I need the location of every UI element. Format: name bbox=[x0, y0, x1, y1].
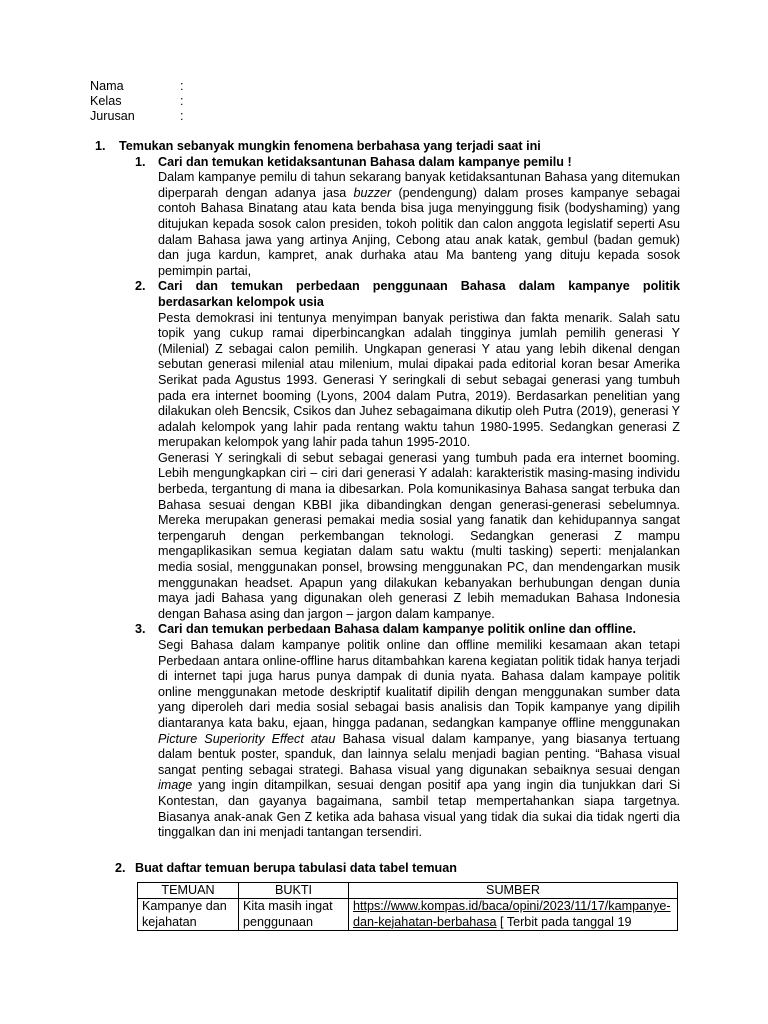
cell-bukti: Kita masih ingat penggunaan bbox=[239, 899, 349, 931]
field-separator: : bbox=[180, 109, 184, 123]
answer-paragraph: Pesta demokrasi ini tentunya menyimpan banyak peristiwa dan fakta menarik. Salah satu topik yang cukup ramai diperbincangkan adalah tingginya jumlah pemilih generasi Y (Milenial) Z sebagai calon pemilih. Ungkapan generasi Y atau yang lebih dikenal dengan sebutan generasi milenial atau milenium, mulai dipakai pada editorial koran besar Amerika Serikat pada Agustus 1993. Generasi Y seringkali di sebut sebagai generasi yang tumbuh pada era internet booming (Lyons, 2004 dalam Putra, 2019). Berdasarkan penelitian yang dilakukan oleh Bencsik, Csikos dan Juhez sebagaimana dikutip oleh Putra (2019), generasi Y adalah kelompok yang lahir pada rentang waktu tahun 1980-1995. Sedangkan generasi Z merupakan kelompok yang lahir pada tahun 1995-2010. bbox=[158, 310, 680, 450]
question-number: 2. bbox=[115, 861, 126, 875]
field-label: Kelas bbox=[90, 94, 122, 108]
identity-header bbox=[90, 79, 184, 124]
question-2 bbox=[115, 861, 457, 877]
sub-question-2 bbox=[95, 279, 680, 622]
emphasis-text: buzzer bbox=[353, 185, 392, 200]
sub-question-title: Cari dan temukan perbedaan penggunaan Bahasa dalam kampanye politik berdasarkan kelompok usia bbox=[158, 279, 680, 309]
sub-question-title: Cari dan temukan ketidaksantunan Bahasa dalam kampanye pemilu ! bbox=[158, 154, 572, 169]
field-row-kelas bbox=[90, 94, 184, 109]
sub-question-title: Cari dan temukan perbedaan Bahasa dalam kampanye politik online dan offline. bbox=[158, 622, 636, 637]
question-1-heading bbox=[95, 139, 680, 155]
cell-sumber bbox=[349, 899, 678, 931]
question-title: Buat daftar temuan berupa tabulasi data tabel temuan bbox=[135, 861, 457, 875]
answer-paragraph: Generasi Y seringkali di sebut sebagai generasi yang tumbuh pada era internet booming. Lebih mengungkapkan ciri – ciri dari generasi Y adalah: karakteristik masing-masing individu berbeda, tergantung di mana ia dibesarkan. Pola komunikasinya Bahasa sangat terbuka dan Bahasa sesuai dengan KBBI jika dibandingkan dengan generasi-generasi sebelumnya. Mereka merupakan generasi pemakai media sosial yang fanatik dan kehidupannya sangat terpengaruh dengan perkembangan teknologi. Sedangkan generasi Z mampu mengaplikasikan semua kegiatan dalam satu waktu (multi tasking) seperti: menjalankan media sosial, menggunakan ponsel, browsing menggunakan PC, dan mendengarkan musik menggunakan headset. Apapun yang dilakukan kebanyakan berhubungan dengan dunia maya jadi Bahasa yang digunakan oleh generasi Z lebih memadukan Bahasa Indonesia dengan Bahasa asing dan jargon – jargon dalam kampanye. bbox=[158, 450, 680, 621]
sub-question-1 bbox=[95, 155, 680, 280]
answer-paragraph bbox=[158, 638, 680, 841]
field-separator: : bbox=[180, 79, 184, 93]
sub-question-number: 3. bbox=[135, 622, 146, 637]
sub-question-3 bbox=[95, 622, 680, 840]
question-title: Temukan sebanyak mungkin fenomena berbahasa yang terjadi saat ini bbox=[119, 139, 541, 153]
text-run: Segi Bahasa dalam kampanye politik online dan offline memiliki kesamaan akan tetapi Perbedaan antara online-offline harus ditambahkan karena kegiatan politik tidak hanya terjadi di internet tapi juga harus punya dampak di dunia nyata. Bahasa dalam kampaye politik online menggunakan metode deskriptif kualitatif dipilih dengan menggunakan sumber data yang diperoleh dari media sosial sebagai basis analisis dan Topik kampanye yang dipilih diantaranya kata baku, ejaan, hingga padanan, sedangkan kampanye offline menggunakan bbox=[158, 638, 680, 730]
text-run: Bahasa visual dalam kampanye, yang biasanya tertuang dalam bentuk poster, spanduk, dan lainnya selalu menjadi bagian penting. “Bahasa visual sangat penting sebagai strategi. Bahasa visual yang digunakan sebaiknya sesuai dengan bbox=[158, 731, 680, 777]
field-label: Jurusan bbox=[90, 109, 135, 123]
sub-question-number: 2. bbox=[135, 279, 146, 294]
sub-question-number: 1. bbox=[135, 154, 146, 169]
table-row bbox=[138, 899, 678, 931]
text-run: yang ingin ditampilkan, sesuai dengan positif apa yang ingin dia tunjukkan dari Si Kontestan, dan gayanya bagaimana, sambil tetap mempertahankan siapa targetnya. Biasanya anak-anak Gen Z ketika ada bahasa visual yang tidak dia sukai dia tidak ngerti dia tinggalkan dan ini menjadi tantangan tersendiri. bbox=[158, 778, 680, 840]
field-row-jurusan bbox=[90, 109, 184, 124]
emphasis-text: image bbox=[158, 778, 193, 793]
question-1 bbox=[95, 139, 680, 841]
table-header-row bbox=[138, 883, 678, 899]
field-label: Nama bbox=[90, 79, 124, 93]
column-header-bukti: BUKTI bbox=[239, 883, 349, 899]
emphasis-text: Picture Superiority Effect atau bbox=[158, 731, 336, 746]
source-note: [ Terbit pada tanggal 19 bbox=[496, 914, 632, 929]
cell-temuan: Kampanye dan kejahatan bbox=[138, 899, 239, 931]
text-run: Dalam kampanye pemilu di tahun sekarang banyak ketidaksantunan Bahasa yang ditemukan diperparah dengan adanya jasa bbox=[158, 170, 680, 200]
text-run: (pendengung) dalam proses kampanye sebagai contoh Bahasa Binatang atau kata benda bisa juga menyinggung fisik (bodyshaming) yang ditujukan kepada sosok calon presiden, tokoh politik dan calon anggota legislatif seperti Asu dalam Bahasa jawa yang artinya Anjing, Cebong atau anak katak, gembul (badan gemuk) dan juga kardun, kampret, anak durhaka atau Ma banteng yang dituju kepada sosok pemimpin partai, bbox=[158, 185, 680, 278]
field-row-nama bbox=[90, 79, 184, 94]
question-number: 1. bbox=[95, 139, 106, 153]
column-header-sumber: SUMBER bbox=[349, 883, 678, 899]
answer-paragraph bbox=[158, 170, 680, 279]
column-header-temuan: TEMUAN bbox=[138, 883, 239, 899]
source-link[interactable]: https://www.kompas.id/baca/opini/2023/11/17/kampanye-dan-kejahatan-berbahasa bbox=[353, 899, 671, 929]
findings-table bbox=[137, 882, 678, 931]
field-separator: : bbox=[180, 94, 184, 108]
